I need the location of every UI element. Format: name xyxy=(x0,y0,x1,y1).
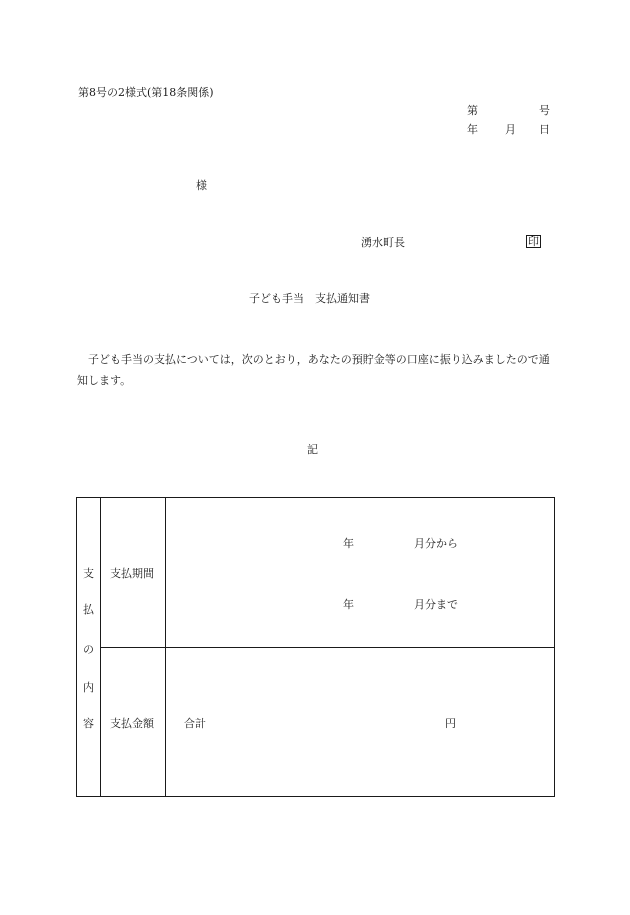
period-from-year: 年 xyxy=(343,537,354,550)
issuer-name: 湧水町長 xyxy=(361,236,405,249)
amount-label: 支払金額 xyxy=(110,717,154,730)
yen-unit: 円 xyxy=(445,717,456,730)
period-to-month: 月分まで xyxy=(414,598,458,611)
document-title: 子ども手当 支払通知書 xyxy=(249,292,370,305)
doc-number-go: 号 xyxy=(539,104,550,117)
period-label: 支払期間 xyxy=(110,567,154,580)
body-text: 子ども手当の支払については，次のとおり，あなたの預貯金等の口座に振り込みましたので通知します。 xyxy=(77,353,550,387)
table-row-divider xyxy=(100,647,554,648)
ki-label: 記 xyxy=(307,443,318,456)
addressee-suffix: 様 xyxy=(196,179,207,192)
period-to-year: 年 xyxy=(343,598,354,611)
date-day: 日 xyxy=(539,123,550,136)
period-from-month: 月分から xyxy=(414,537,458,550)
payment-table xyxy=(76,497,555,797)
date-month: 月 xyxy=(505,123,516,136)
vertical-header-char: 容 xyxy=(83,717,94,730)
date-year: 年 xyxy=(467,123,478,136)
total-label: 合計 xyxy=(184,717,206,730)
vertical-header-char: 内 xyxy=(83,681,94,694)
vertical-header-char: の xyxy=(83,643,94,656)
form-number: 第8号の2様式(第18条関係) xyxy=(78,86,214,99)
seal-stamp: 印 xyxy=(528,235,539,248)
vertical-header-char: 支 xyxy=(83,567,94,580)
vertical-header-char: 払 xyxy=(83,603,94,616)
doc-number-dai: 第 xyxy=(467,104,478,117)
